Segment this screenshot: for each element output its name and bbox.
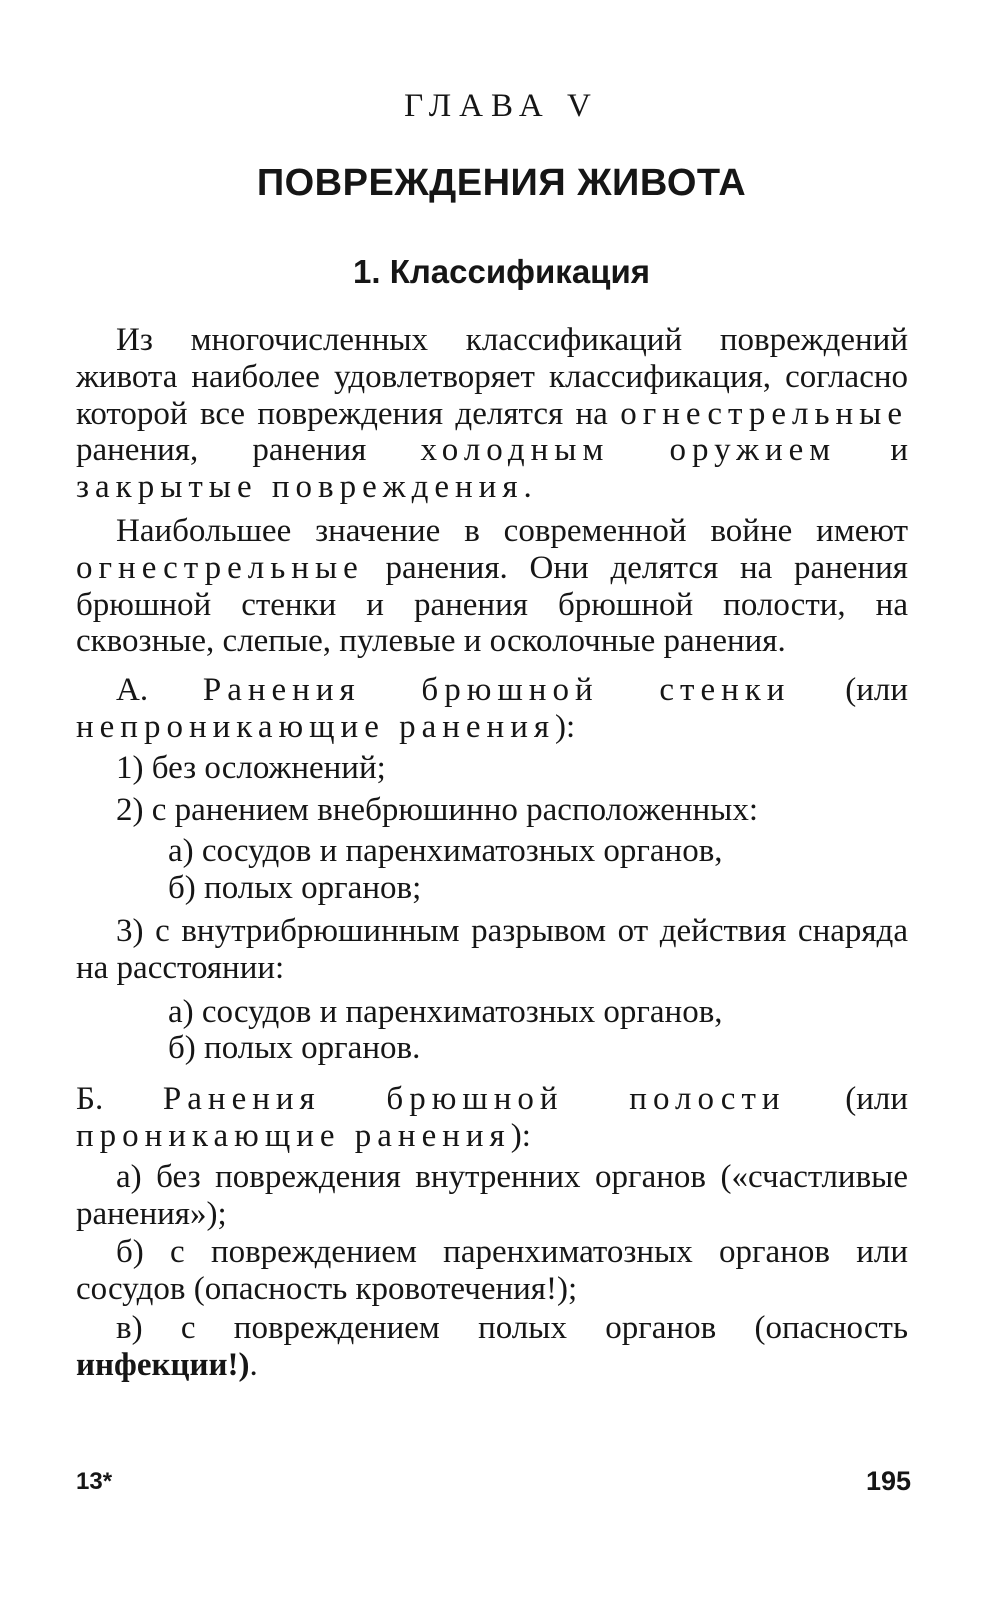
sub-list-item: б) полых органов; bbox=[168, 870, 422, 907]
body-text bbox=[76, 322, 908, 1391]
list-item: б) с повреждением паренхиматозных органов или сосудов (опасность кровотечения!); bbox=[76, 1234, 908, 1308]
spaced-term: закрытые повреждения bbox=[76, 469, 524, 506]
section-a-heading: А. Ранения брюшной стенки (или непроникающие ранения): bbox=[76, 672, 908, 745]
section-b-heading: Б. Ранения брюшной полости (или проникающие ранения): bbox=[76, 1081, 909, 1154]
list-item: 2) с ранением внебрюшинно расположенных: bbox=[116, 791, 759, 828]
paragraph-significance: Наибольшее значение в современной войне имеют огнестрельные ранения. Они делятся на ранения брюшной стенки и ранения брюшной полости, на сквозные, слепые, пулевые и осколочные ранения. bbox=[76, 512, 908, 660]
list-item: 1) без осложнений; bbox=[116, 749, 386, 786]
spaced-term: огнестрельные bbox=[76, 549, 364, 586]
section-heading: 1. Классификация bbox=[353, 253, 650, 290]
spaced-term: огнестрельные bbox=[620, 395, 908, 432]
list-item: а) без повреждения внутренних органов («счастливые ранения»); bbox=[76, 1158, 908, 1232]
signature-mark: 13* bbox=[76, 1468, 113, 1495]
sub-list-item: б) полых органов. bbox=[168, 1030, 421, 1067]
sub-list-item: а) сосудов и паренхиматозных органов, bbox=[168, 993, 723, 1030]
list-item: в) с повреждением полых органов (опасность инфекции!). bbox=[76, 1309, 908, 1383]
list-item: 3) с внутрибрюшинным разрывом от действия снаряда на расстоянии: bbox=[76, 912, 908, 986]
spaced-term: холодным оружием bbox=[420, 432, 837, 469]
chapter-title: ПОВРЕЖДЕНИЯ ЖИВОТА bbox=[256, 162, 747, 204]
sub-list-item: а) сосудов и паренхиматозных органов, bbox=[168, 833, 723, 870]
chapter-heading: ГЛАВА V bbox=[404, 88, 599, 124]
paragraph-classification: Из многочисленных классификаций повреждений живота наиболее удовлетворяет классификация, согласно которой все повреждения делятся на огнестрельные ранения, ранения холодным оружием и закрытые повреждения. bbox=[76, 322, 908, 506]
page-number: 195 bbox=[865, 1466, 911, 1496]
